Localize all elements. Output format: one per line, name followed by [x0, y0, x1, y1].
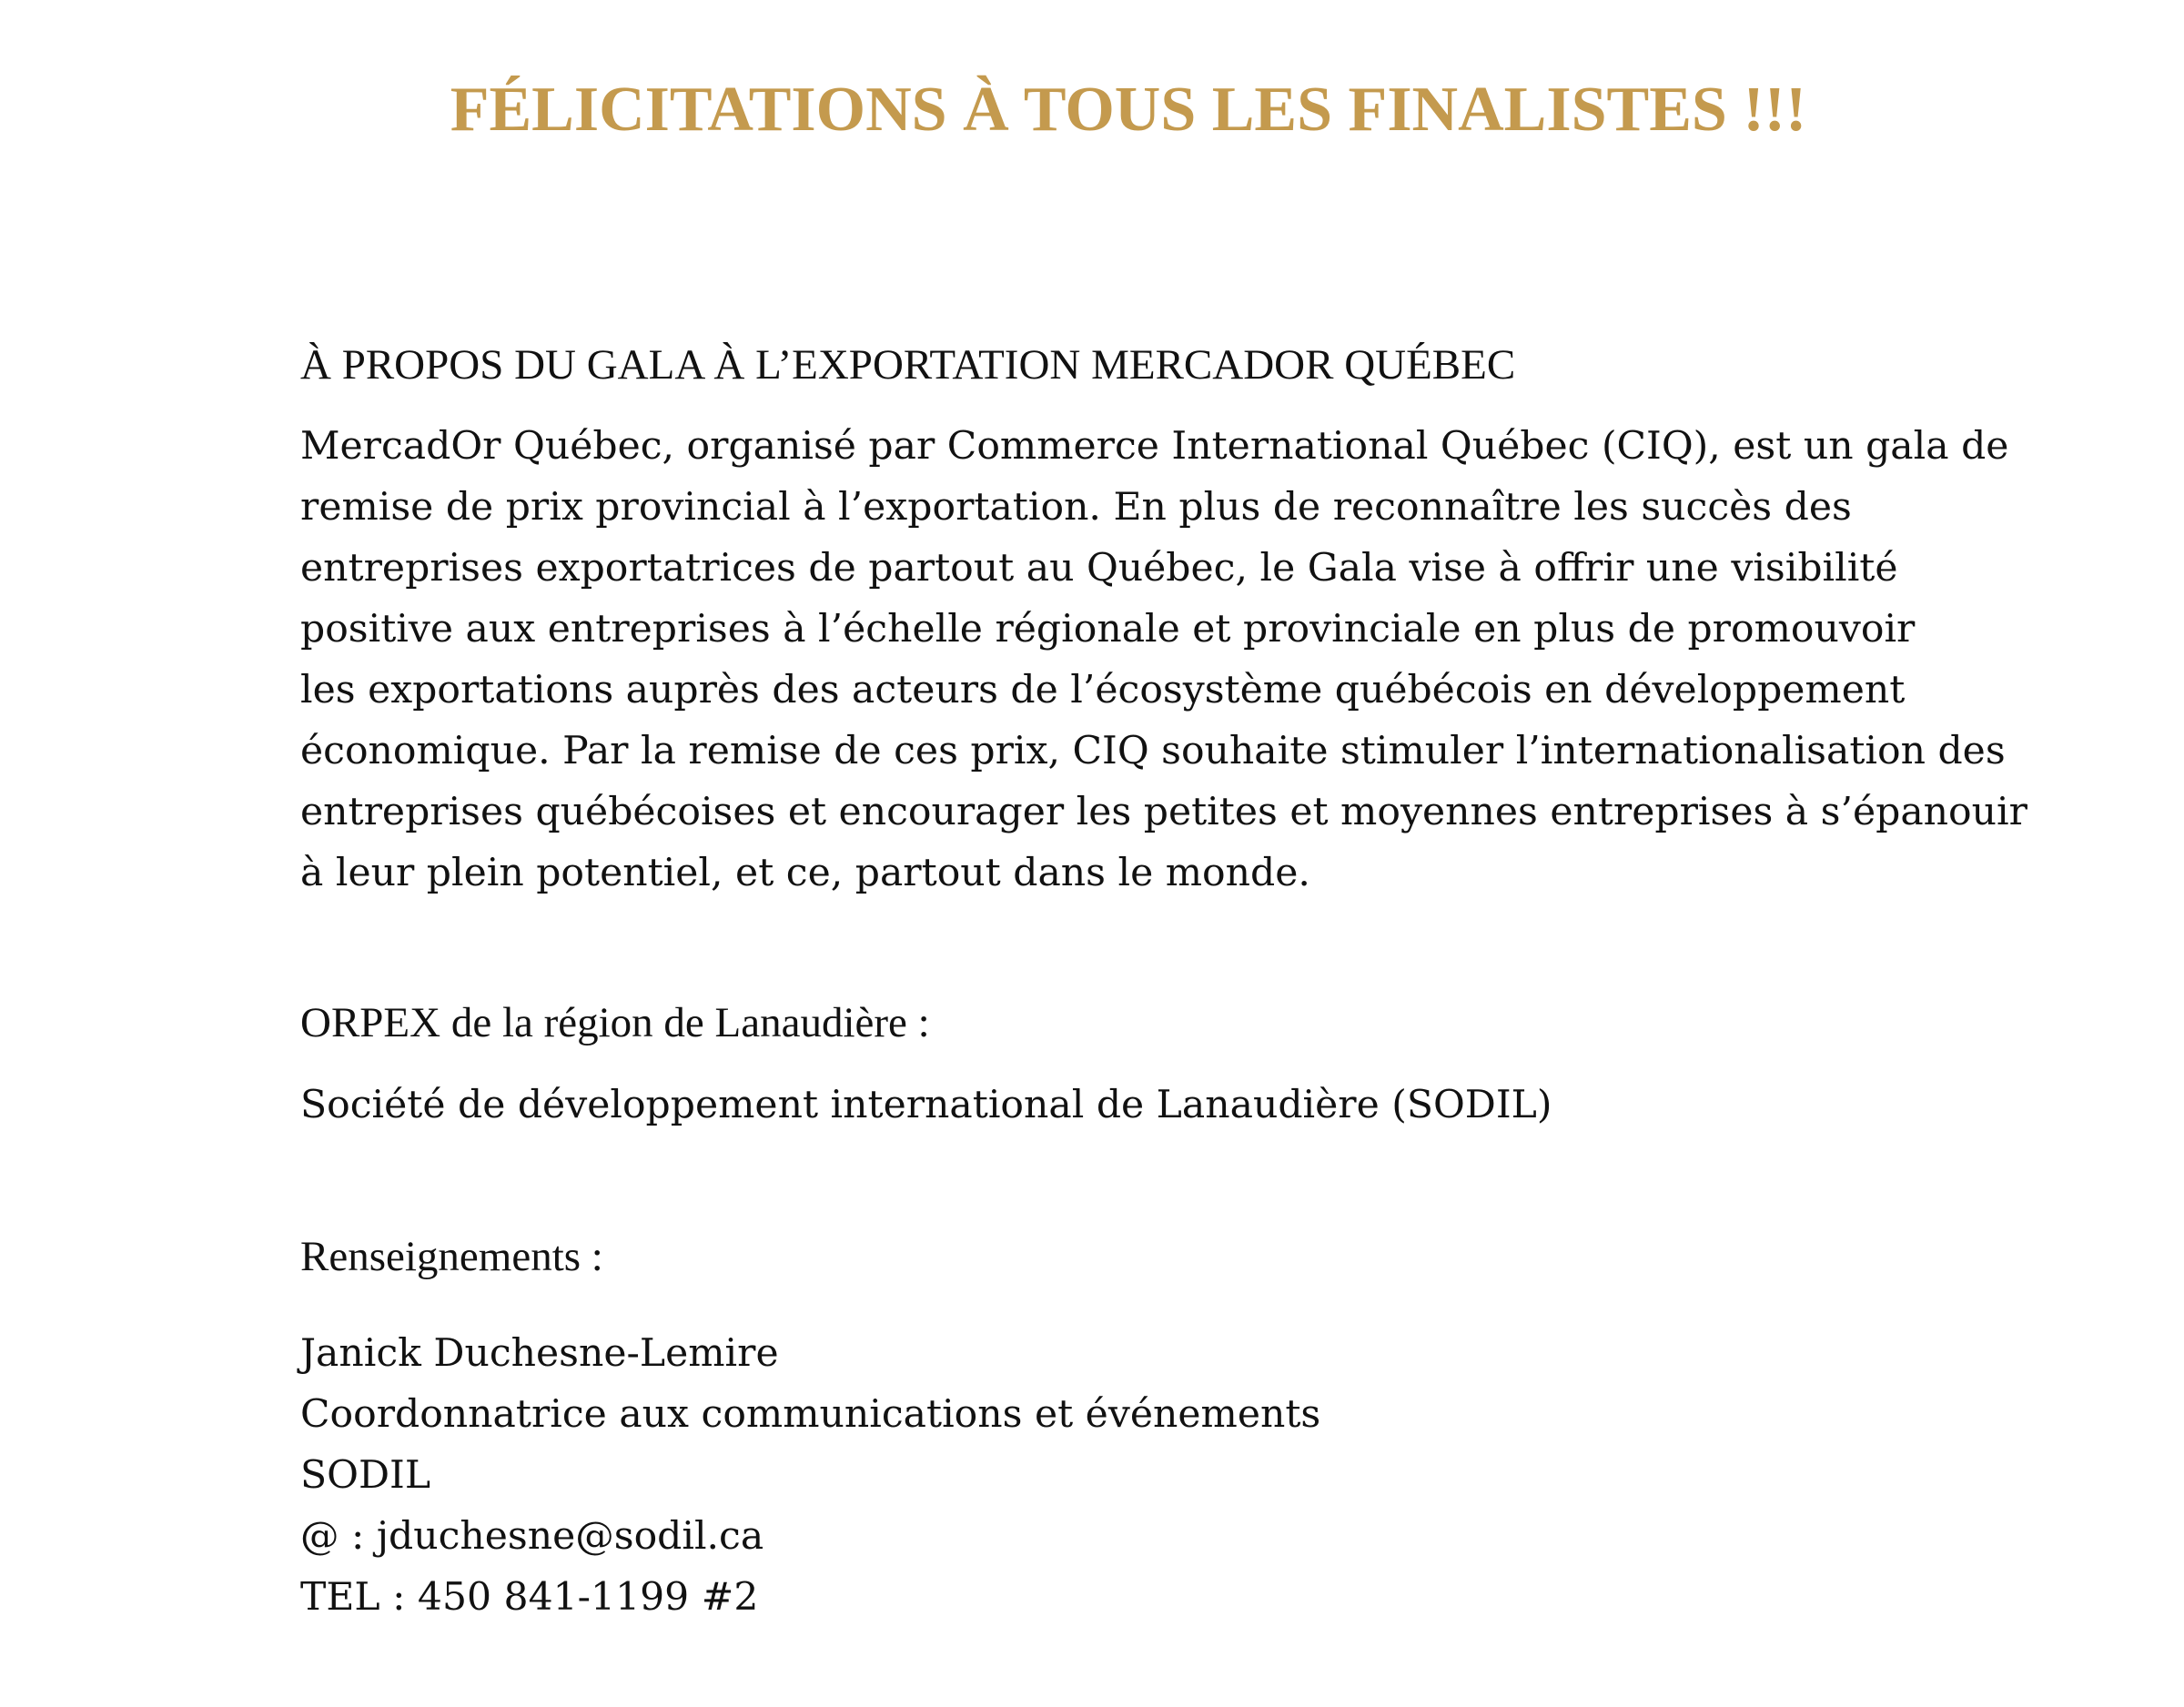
info-label: Renseignements :	[300, 1233, 603, 1280]
about-paragraph	[300, 416, 2057, 904]
contact-block	[300, 1323, 2057, 1628]
document-content	[300, 333, 2057, 1628]
contact-phone: TEL : 450 841-1199 #2	[300, 1575, 759, 1620]
page-title: FÉLICITATIONS À TOUS LES FINALISTES !!!	[450, 75, 1807, 145]
contact-email[interactable]: @ : jduchesne@sodil.ca	[300, 1514, 764, 1559]
about-line: à leur plein potentiel, et ce, partout dans le monde.	[300, 851, 1310, 895]
contact-name: Janick Duchesne-Lemire	[300, 1331, 779, 1376]
about-line: MercadOr Québec, organisé par Commerce International Québec (CIQ), est un gala de	[300, 424, 2009, 469]
contact-organization: SODIL	[300, 1453, 431, 1498]
about-line: économique. Par la remise de ces prix, CIQ souhaite stimuler l’internationalisation des	[300, 729, 2006, 773]
about-line: entreprises québécoises et encourager les petites et moyennes entreprises à s’épanouir	[300, 790, 2027, 834]
orpex-organization: Société de développement international de Lanaudière (SODIL)	[300, 1083, 1552, 1127]
about-line: entreprises exportatrices de partout au Québec, le Gala vise à offrir une visibilité	[300, 546, 1898, 591]
orpex-label: ORPEX de la région de Lanaudière :	[300, 999, 930, 1046]
about-heading: À PROPOS DU GALA À L’EXPORTATION MERCADOR QUÉBEC	[300, 341, 1516, 389]
about-line: positive aux entreprises à l’échelle régionale et provinciale en plus de promouvoir	[300, 607, 1916, 651]
about-line: les exportations auprès des acteurs de l’écosystème québécois en développement	[300, 668, 1906, 712]
contact-role: Coordonnatrice aux communications et événements	[300, 1392, 1321, 1437]
about-line: remise de prix provincial à l’exportation. En plus de reconnaître les succès des	[300, 485, 1852, 530]
